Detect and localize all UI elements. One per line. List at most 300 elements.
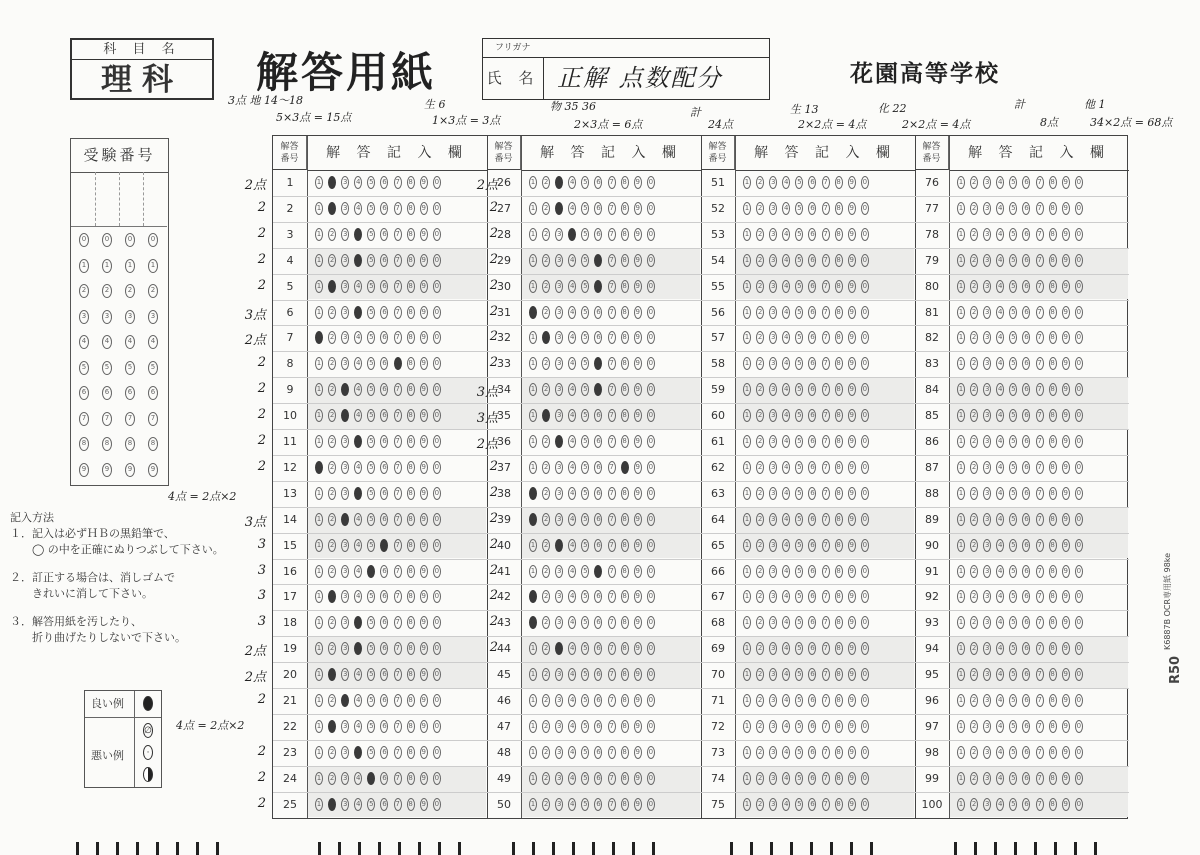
answer-bubble[interactable]: 1 <box>743 435 751 448</box>
answer-bubble[interactable]: 0 <box>433 720 441 733</box>
answer-bubble[interactable]: 7 <box>1036 383 1044 396</box>
answer-bubble[interactable]: 0 <box>861 228 869 241</box>
answer-bubble[interactable]: 2 <box>328 254 336 267</box>
answer-bubble[interactable]: 8 <box>1049 590 1057 603</box>
answer-bubble[interactable]: 8 <box>621 798 629 811</box>
answer-bubble[interactable]: 1 <box>315 409 323 422</box>
answer-bubble[interactable]: 0 <box>647 590 655 603</box>
answer-bubble[interactable]: 7 <box>394 513 402 526</box>
answer-bubble[interactable]: 6 <box>594 280 602 293</box>
answer-bubble[interactable]: 5 <box>581 720 589 733</box>
answer-bubble[interactable]: 0 <box>861 357 869 370</box>
answer-bubble[interactable]: 5 <box>367 331 375 344</box>
answer-bubble[interactable]: 1 <box>743 280 751 293</box>
exam-number-write-area[interactable] <box>71 172 167 227</box>
answer-bubble[interactable]: 8 <box>835 746 843 759</box>
answer-bubble[interactable]: 6 <box>380 383 388 396</box>
answer-bubble[interactable]: 2 <box>756 461 764 474</box>
exam-digit-bubble[interactable]: 3 <box>79 310 89 324</box>
answer-bubble[interactable]: 3 <box>983 409 991 422</box>
answer-bubble[interactable]: 9 <box>848 202 856 215</box>
answer-bubble[interactable]: 6 <box>808 694 816 707</box>
answer-bubble[interactable]: 4 <box>782 772 790 785</box>
answer-bubble[interactable]: 3 <box>983 280 991 293</box>
answer-bubble[interactable]: 1 <box>315 642 323 655</box>
answer-bubble[interactable]: 4 <box>782 487 790 500</box>
answer-bubble[interactable]: 4 <box>354 694 362 707</box>
answer-bubble[interactable]: 7 <box>608 772 616 785</box>
answer-bubble[interactable]: 4 <box>354 228 362 241</box>
answer-bubble[interactable]: 5 <box>581 306 589 319</box>
answer-bubble[interactable]: 5 <box>1009 513 1017 526</box>
answer-bubble[interactable]: 0 <box>647 461 655 474</box>
answer-bubble[interactable]: 2 <box>756 539 764 552</box>
answer-bubble[interactable]: 1 <box>957 513 965 526</box>
answer-bubble[interactable]: 6 <box>1022 357 1030 370</box>
answer-bubble[interactable]: 3 <box>341 513 349 526</box>
exam-digit-bubble[interactable]: 9 <box>102 463 112 477</box>
answer-bubble[interactable]: 2 <box>542 176 550 189</box>
answer-bubble[interactable]: 2 <box>970 565 978 578</box>
answer-bubble[interactable]: 2 <box>970 461 978 474</box>
answer-bubble[interactable]: 8 <box>621 565 629 578</box>
answer-bubble[interactable]: 0 <box>1075 720 1083 733</box>
answer-bubble[interactable]: 0 <box>433 590 441 603</box>
answer-bubble[interactable]: 3 <box>983 746 991 759</box>
exam-digit-bubble[interactable]: 9 <box>79 463 89 477</box>
answer-bubble[interactable]: 1 <box>957 435 965 448</box>
answer-bubble[interactable]: 1 <box>957 772 965 785</box>
answer-bubble[interactable]: 7 <box>1036 668 1044 681</box>
answer-bubble[interactable]: 7 <box>394 565 402 578</box>
answer-bubble[interactable]: 3 <box>769 228 777 241</box>
answer-bubble[interactable]: 4 <box>782 539 790 552</box>
answer-bubble[interactable]: 4 <box>568 590 576 603</box>
answer-bubble[interactable]: 7 <box>822 590 830 603</box>
answer-bubble[interactable]: 1 <box>529 306 537 319</box>
answer-bubble[interactable]: 2 <box>970 280 978 293</box>
answer-bubble[interactable]: 1 <box>743 331 751 344</box>
answer-bubble[interactable]: 9 <box>420 331 428 344</box>
answer-bubble[interactable]: 3 <box>769 331 777 344</box>
answer-bubble[interactable]: 6 <box>594 616 602 629</box>
answer-bubble[interactable]: 3 <box>341 306 349 319</box>
answer-bubble[interactable]: 4 <box>996 306 1004 319</box>
answer-bubble[interactable]: 7 <box>608 176 616 189</box>
answer-bubble[interactable]: 9 <box>420 720 428 733</box>
answer-bubble[interactable]: 8 <box>407 487 415 500</box>
answer-bubble[interactable]: 9 <box>848 616 856 629</box>
answer-bubble[interactable]: 5 <box>367 772 375 785</box>
answer-bubble[interactable]: 9 <box>634 694 642 707</box>
answer-bubble[interactable]: 0 <box>433 176 441 189</box>
answer-bubble[interactable]: 1 <box>743 176 751 189</box>
answer-bubble[interactable]: 1 <box>743 461 751 474</box>
answer-bubble[interactable]: 1 <box>743 798 751 811</box>
answer-bubble[interactable]: 4 <box>996 383 1004 396</box>
answer-bubble[interactable]: 0 <box>647 202 655 215</box>
answer-bubble[interactable]: 4 <box>568 746 576 759</box>
answer-bubble[interactable]: 4 <box>354 487 362 500</box>
answer-bubble[interactable]: 6 <box>594 254 602 267</box>
answer-bubble[interactable]: 3 <box>555 642 563 655</box>
answer-bubble[interactable]: 6 <box>380 539 388 552</box>
answer-bubble[interactable]: 7 <box>394 409 402 422</box>
answer-bubble[interactable]: 9 <box>420 513 428 526</box>
answer-bubble[interactable]: 3 <box>555 616 563 629</box>
answer-bubble[interactable]: 2 <box>328 798 336 811</box>
answer-bubble[interactable]: 8 <box>835 254 843 267</box>
answer-bubble[interactable]: 0 <box>433 306 441 319</box>
answer-bubble[interactable]: 0 <box>1075 306 1083 319</box>
answer-bubble[interactable]: 9 <box>1062 306 1070 319</box>
answer-bubble[interactable]: 6 <box>594 565 602 578</box>
answer-bubble[interactable]: 3 <box>769 539 777 552</box>
answer-bubble[interactable]: 2 <box>756 357 764 370</box>
answer-bubble[interactable]: 1 <box>957 228 965 241</box>
answer-bubble[interactable]: 5 <box>367 435 375 448</box>
answer-bubble[interactable]: 3 <box>769 176 777 189</box>
answer-bubble[interactable]: 9 <box>420 280 428 293</box>
answer-bubble[interactable]: 6 <box>1022 461 1030 474</box>
answer-bubble[interactable]: 1 <box>743 409 751 422</box>
answer-bubble[interactable]: 9 <box>848 590 856 603</box>
answer-bubble[interactable]: 9 <box>1062 357 1070 370</box>
answer-bubble[interactable]: 2 <box>970 746 978 759</box>
answer-bubble[interactable]: 6 <box>808 772 816 785</box>
answer-bubble[interactable]: 7 <box>822 513 830 526</box>
answer-bubble[interactable]: 7 <box>394 590 402 603</box>
answer-bubble[interactable]: 5 <box>1009 798 1017 811</box>
answer-bubble[interactable]: 3 <box>341 798 349 811</box>
answer-bubble[interactable]: 8 <box>407 720 415 733</box>
answer-bubble[interactable]: 5 <box>795 642 803 655</box>
answer-bubble[interactable]: 2 <box>756 202 764 215</box>
answer-bubble[interactable]: 0 <box>1075 435 1083 448</box>
answer-bubble[interactable]: 6 <box>380 176 388 189</box>
answer-bubble[interactable]: 2 <box>328 409 336 422</box>
answer-bubble[interactable]: 5 <box>581 616 589 629</box>
answer-bubble[interactable]: 2 <box>756 306 764 319</box>
answer-bubble[interactable]: 0 <box>1075 746 1083 759</box>
answer-bubble[interactable]: 7 <box>394 280 402 293</box>
answer-bubble[interactable]: 9 <box>1062 461 1070 474</box>
answer-bubble[interactable]: 1 <box>957 383 965 396</box>
exam-digit-bubble[interactable]: 0 <box>102 233 112 247</box>
answer-bubble[interactable]: 9 <box>1062 513 1070 526</box>
answer-bubble[interactable]: 8 <box>835 798 843 811</box>
answer-bubble[interactable]: 1 <box>957 331 965 344</box>
answer-bubble[interactable]: 3 <box>769 616 777 629</box>
answer-bubble[interactable]: 9 <box>634 513 642 526</box>
answer-bubble[interactable]: 7 <box>608 539 616 552</box>
answer-bubble[interactable]: 0 <box>861 565 869 578</box>
answer-bubble[interactable]: 2 <box>756 513 764 526</box>
answer-bubble[interactable]: 4 <box>568 772 576 785</box>
answer-bubble[interactable]: 9 <box>634 280 642 293</box>
answer-bubble[interactable]: 0 <box>1075 565 1083 578</box>
answer-bubble[interactable]: 1 <box>315 746 323 759</box>
answer-bubble[interactable]: 2 <box>542 798 550 811</box>
answer-bubble[interactable]: 9 <box>1062 202 1070 215</box>
answer-bubble[interactable]: 1 <box>743 720 751 733</box>
answer-bubble[interactable]: 6 <box>808 202 816 215</box>
answer-bubble[interactable]: 2 <box>756 280 764 293</box>
answer-bubble[interactable]: 1 <box>315 513 323 526</box>
answer-bubble[interactable]: 1 <box>315 306 323 319</box>
answer-bubble[interactable]: 4 <box>568 539 576 552</box>
answer-bubble[interactable]: 6 <box>594 487 602 500</box>
exam-digit-bubble[interactable]: 4 <box>125 335 135 349</box>
answer-bubble[interactable]: 9 <box>1062 487 1070 500</box>
exam-digit-bubble[interactable]: 1 <box>125 259 135 273</box>
exam-digit-bubble[interactable]: 2 <box>148 284 158 298</box>
answer-bubble[interactable]: 9 <box>420 383 428 396</box>
answer-bubble[interactable]: 2 <box>328 331 336 344</box>
answer-bubble[interactable]: 3 <box>983 306 991 319</box>
answer-bubble[interactable]: 0 <box>861 176 869 189</box>
answer-bubble[interactable]: 8 <box>621 461 629 474</box>
answer-bubble[interactable]: 3 <box>769 513 777 526</box>
answer-bubble[interactable]: 9 <box>1062 694 1070 707</box>
answer-bubble[interactable]: 4 <box>568 720 576 733</box>
answer-bubble[interactable]: 1 <box>315 254 323 267</box>
answer-bubble[interactable]: 0 <box>861 616 869 629</box>
answer-bubble[interactable]: 6 <box>380 694 388 707</box>
answer-bubble[interactable]: 1 <box>529 357 537 370</box>
answer-bubble[interactable]: 6 <box>380 513 388 526</box>
answer-bubble[interactable]: 0 <box>861 590 869 603</box>
answer-bubble[interactable]: 2 <box>756 383 764 396</box>
answer-bubble[interactable]: 2 <box>970 798 978 811</box>
answer-bubble[interactable]: 5 <box>581 435 589 448</box>
answer-bubble[interactable]: 6 <box>594 202 602 215</box>
answer-bubble[interactable]: 0 <box>861 798 869 811</box>
answer-bubble[interactable]: 7 <box>822 176 830 189</box>
answer-bubble[interactable]: 3 <box>555 306 563 319</box>
answer-bubble[interactable]: 2 <box>542 409 550 422</box>
answer-bubble[interactable]: 7 <box>608 487 616 500</box>
answer-bubble[interactable]: 9 <box>634 461 642 474</box>
answer-bubble[interactable]: 8 <box>1049 798 1057 811</box>
answer-bubble[interactable]: 4 <box>996 565 1004 578</box>
answer-bubble[interactable]: 7 <box>822 306 830 319</box>
answer-bubble[interactable]: 9 <box>420 357 428 370</box>
answer-bubble[interactable]: 9 <box>1062 228 1070 241</box>
answer-bubble[interactable]: 9 <box>420 306 428 319</box>
answer-bubble[interactable]: 6 <box>1022 487 1030 500</box>
answer-bubble[interactable]: 5 <box>1009 642 1017 655</box>
answer-bubble[interactable]: 6 <box>808 746 816 759</box>
answer-bubble[interactable]: 6 <box>808 228 816 241</box>
answer-bubble[interactable]: 5 <box>795 176 803 189</box>
answer-bubble[interactable]: 3 <box>983 590 991 603</box>
answer-bubble[interactable]: 9 <box>634 720 642 733</box>
answer-bubble[interactable]: 4 <box>996 668 1004 681</box>
answer-bubble[interactable]: 1 <box>957 616 965 629</box>
answer-bubble[interactable]: 6 <box>1022 306 1030 319</box>
answer-bubble[interactable]: 2 <box>328 720 336 733</box>
answer-bubble[interactable]: 7 <box>608 228 616 241</box>
answer-bubble[interactable]: 0 <box>433 409 441 422</box>
answer-bubble[interactable]: 9 <box>634 772 642 785</box>
answer-bubble[interactable]: 9 <box>634 254 642 267</box>
answer-bubble[interactable]: 2 <box>756 487 764 500</box>
answer-bubble[interactable]: 9 <box>848 720 856 733</box>
answer-bubble[interactable]: 0 <box>1075 228 1083 241</box>
answer-bubble[interactable]: 0 <box>433 280 441 293</box>
answer-bubble[interactable]: 4 <box>354 642 362 655</box>
answer-bubble[interactable]: 8 <box>1049 694 1057 707</box>
answer-bubble[interactable]: 9 <box>1062 539 1070 552</box>
answer-bubble[interactable]: 5 <box>1009 383 1017 396</box>
answer-bubble[interactable]: 1 <box>315 176 323 189</box>
answer-bubble[interactable]: 4 <box>568 461 576 474</box>
answer-bubble[interactable]: 5 <box>581 331 589 344</box>
answer-bubble[interactable]: 8 <box>407 228 415 241</box>
answer-bubble[interactable]: 1 <box>957 798 965 811</box>
answer-bubble[interactable]: 5 <box>367 357 375 370</box>
answer-bubble[interactable]: 7 <box>394 539 402 552</box>
answer-bubble[interactable]: 3 <box>341 590 349 603</box>
answer-bubble[interactable]: 3 <box>341 357 349 370</box>
answer-bubble[interactable]: 2 <box>970 590 978 603</box>
answer-bubble[interactable]: 1 <box>957 694 965 707</box>
answer-bubble[interactable]: 2 <box>756 176 764 189</box>
answer-bubble[interactable]: 1 <box>957 280 965 293</box>
answer-bubble[interactable]: 3 <box>983 565 991 578</box>
answer-bubble[interactable]: 7 <box>1036 642 1044 655</box>
exam-digit-bubble[interactable]: 4 <box>102 335 112 349</box>
answer-bubble[interactable]: 3 <box>555 435 563 448</box>
answer-bubble[interactable]: 0 <box>433 746 441 759</box>
answer-bubble[interactable]: 4 <box>782 694 790 707</box>
answer-bubble[interactable]: 9 <box>634 798 642 811</box>
answer-bubble[interactable]: 1 <box>957 202 965 215</box>
answer-bubble[interactable]: 2 <box>542 461 550 474</box>
answer-bubble[interactable]: 8 <box>407 642 415 655</box>
answer-bubble[interactable]: 2 <box>970 383 978 396</box>
answer-bubble[interactable]: 5 <box>367 720 375 733</box>
answer-bubble[interactable]: 1 <box>315 280 323 293</box>
answer-bubble[interactable]: 7 <box>608 435 616 448</box>
answer-bubble[interactable]: 2 <box>328 616 336 629</box>
answer-bubble[interactable]: 6 <box>808 616 816 629</box>
answer-bubble[interactable]: 7 <box>394 435 402 448</box>
answer-bubble[interactable]: 6 <box>1022 668 1030 681</box>
answer-bubble[interactable]: 2 <box>328 487 336 500</box>
answer-bubble[interactable]: 6 <box>380 280 388 293</box>
answer-bubble[interactable]: 1 <box>315 720 323 733</box>
answer-bubble[interactable]: 9 <box>1062 798 1070 811</box>
answer-bubble[interactable]: 1 <box>743 616 751 629</box>
answer-bubble[interactable]: 0 <box>647 720 655 733</box>
answer-bubble[interactable]: 9 <box>420 668 428 681</box>
answer-bubble[interactable]: 6 <box>1022 720 1030 733</box>
answer-bubble[interactable]: 0 <box>1075 668 1083 681</box>
answer-bubble[interactable]: 3 <box>983 616 991 629</box>
answer-bubble[interactable]: 4 <box>568 409 576 422</box>
answer-bubble[interactable]: 8 <box>835 720 843 733</box>
answer-bubble[interactable]: 1 <box>529 409 537 422</box>
answer-bubble[interactable]: 0 <box>861 280 869 293</box>
answer-bubble[interactable]: 2 <box>328 694 336 707</box>
answer-bubble[interactable]: 5 <box>1009 565 1017 578</box>
answer-bubble[interactable]: 1 <box>529 772 537 785</box>
answer-bubble[interactable]: 9 <box>420 254 428 267</box>
answer-bubble[interactable]: 5 <box>367 746 375 759</box>
answer-bubble[interactable]: 2 <box>542 513 550 526</box>
answer-bubble[interactable]: 0 <box>433 513 441 526</box>
answer-bubble[interactable]: 9 <box>634 409 642 422</box>
answer-bubble[interactable]: 2 <box>542 668 550 681</box>
answer-bubble[interactable]: 8 <box>835 565 843 578</box>
exam-digit-bubble[interactable]: 5 <box>148 361 158 375</box>
answer-bubble[interactable]: 0 <box>433 461 441 474</box>
answer-bubble[interactable]: 3 <box>769 720 777 733</box>
answer-bubble[interactable]: 4 <box>996 720 1004 733</box>
answer-bubble[interactable]: 3 <box>555 383 563 396</box>
answer-bubble[interactable]: 3 <box>555 409 563 422</box>
answer-bubble[interactable]: 8 <box>1049 720 1057 733</box>
answer-bubble[interactable]: 9 <box>420 616 428 629</box>
answer-bubble[interactable]: 2 <box>542 487 550 500</box>
answer-bubble[interactable]: 3 <box>983 461 991 474</box>
answer-bubble[interactable]: 7 <box>1036 772 1044 785</box>
answer-bubble[interactable]: 7 <box>608 280 616 293</box>
answer-bubble[interactable]: 3 <box>341 280 349 293</box>
answer-bubble[interactable]: 8 <box>407 409 415 422</box>
answer-bubble[interactable]: 3 <box>983 720 991 733</box>
answer-bubble[interactable]: 6 <box>380 306 388 319</box>
answer-bubble[interactable]: 9 <box>634 383 642 396</box>
answer-bubble[interactable]: 7 <box>1036 487 1044 500</box>
exam-digit-bubble[interactable]: 8 <box>79 437 89 451</box>
answer-bubble[interactable]: 3 <box>983 772 991 785</box>
answer-bubble[interactable]: 5 <box>1009 176 1017 189</box>
answer-bubble[interactable]: 0 <box>433 228 441 241</box>
answer-bubble[interactable]: 1 <box>315 539 323 552</box>
answer-bubble[interactable]: 4 <box>782 435 790 448</box>
answer-bubble[interactable]: 5 <box>1009 409 1017 422</box>
answer-bubble[interactable]: 4 <box>354 590 362 603</box>
answer-bubble[interactable]: 7 <box>394 746 402 759</box>
answer-bubble[interactable]: 0 <box>647 435 655 448</box>
answer-bubble[interactable]: 5 <box>367 306 375 319</box>
answer-bubble[interactable]: 8 <box>407 357 415 370</box>
answer-bubble[interactable]: 1 <box>529 798 537 811</box>
answer-bubble[interactable]: 4 <box>354 306 362 319</box>
answer-bubble[interactable]: 6 <box>380 746 388 759</box>
answer-bubble[interactable]: 0 <box>1075 513 1083 526</box>
answer-bubble[interactable]: 8 <box>1049 357 1057 370</box>
answer-bubble[interactable]: 8 <box>621 668 629 681</box>
answer-bubble[interactable]: 9 <box>420 746 428 759</box>
answer-bubble[interactable]: 9 <box>420 798 428 811</box>
answer-bubble[interactable]: 0 <box>861 694 869 707</box>
answer-bubble[interactable]: 3 <box>769 280 777 293</box>
exam-digit-bubble[interactable]: 1 <box>148 259 158 273</box>
answer-bubble[interactable]: 3 <box>555 668 563 681</box>
exam-digit-bubble[interactable]: 7 <box>125 412 135 426</box>
answer-bubble[interactable]: 8 <box>1049 306 1057 319</box>
answer-bubble[interactable]: 3 <box>983 435 991 448</box>
answer-bubble[interactable]: 0 <box>433 565 441 578</box>
answer-bubble[interactable]: 6 <box>1022 694 1030 707</box>
answer-bubble[interactable]: 8 <box>1049 202 1057 215</box>
answer-bubble[interactable]: 0 <box>647 331 655 344</box>
answer-bubble[interactable]: 4 <box>568 228 576 241</box>
